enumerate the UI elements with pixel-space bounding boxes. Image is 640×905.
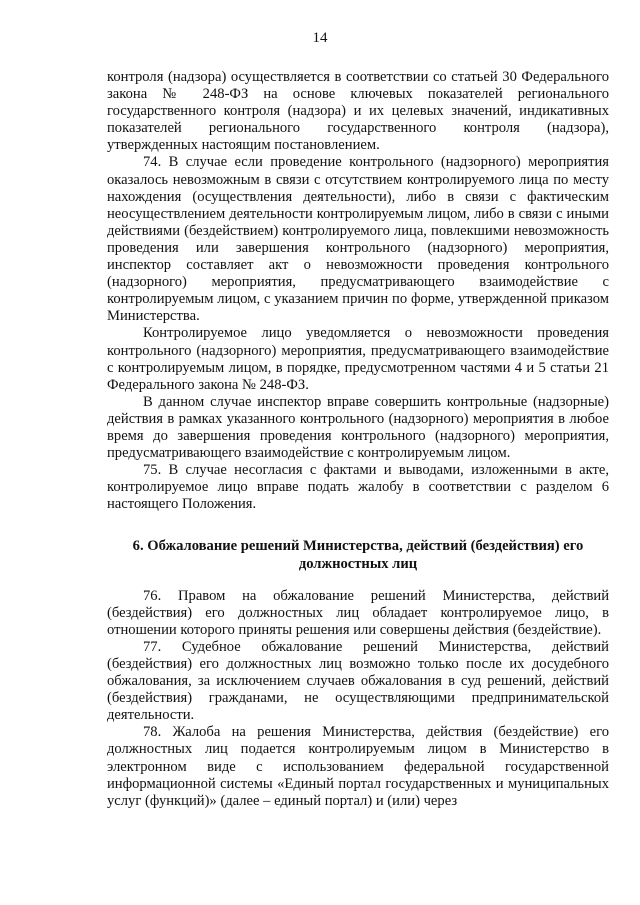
- paragraph-p-74-inspector: В данном случае инспектор вправе совершить контрольные (надзорные) действия в рамках указанного контрольного (надзорного) мероприятия в любое время до завершения проведения контрольного (надзорного) мероприятия, предусматривающего взаимодействие с контролируемым лицом.: [107, 393, 609, 462]
- paragraph-p-74-notice: Контролируемое лицо уведомляется о невозможности проведения контрольного (надзорного) мероприятия, предусматривающего взаимодействие с контролируемым лицом, в порядке, предусмотренном частями 4 и 5 статьи 21 Федерального закона № 248-ФЗ.: [107, 325, 609, 393]
- document-body: [107, 69, 609, 810]
- paragraph-p-cont-30: контроля (надзора) осуществляется в соответствии со статьей 30 Федерального закона № 248-ФЗ на основе ключевых показателей регионального государственного контроля (надзора) и их целевых значений, индикативных показателей регионального государственного контроля (надзора), утвержденных настоящим постановлением.: [107, 69, 609, 154]
- page-number: 14: [312, 30, 328, 46]
- section-heading: 6. Обжалование решений Министерства, действий (бездействия) его должностных лиц: [132, 538, 584, 572]
- paragraphs-before-section: [107, 69, 609, 513]
- paragraph-p-76: 76. Правом на обжалование решений Министерства, действий (бездействия) его должностных лиц обладает контролируемое лицо, в отношении которого приняты решения или совершены действия (бездействие).: [107, 587, 609, 638]
- paragraph-p-77: 77. Судебное обжалование решений Министерства, действий (бездействия) его должностных лиц возможно только после их досудебного обжалования, за исключением случаев обжалования в суд решений, действий (бездействия) гражданами, не осуществляющими предпринимательской деятельности.: [107, 638, 609, 724]
- paragraph-p-78: 78. Жалоба на решения Министерства, действия (бездействие) его должностных лиц подается контролируемым лицом в Министерство в электронном виде с использованием федеральной государственной информационной системы «Единый портал государственных и муниципальных услуг (функций)» (далее – единый портал) и (или) через: [107, 724, 609, 809]
- paragraph-p-74: 74. В случае если проведение контрольного (надзорного) мероприятия оказалось невозможным в связи с отсутствием контролируемого лица по месту нахождения (осуществления деятельности), либо в связи с фактическим неосуществлением деятельности контролируемым лицом, либо в связи с иными действиями (бездействием) контролируемого лица, повлекшими невозможность проведения или завершения контрольного (надзорного) мероприятия, инспектор составляет акт о невозможности проведения контрольного (надзорного) мероприятия, предусматривающего взаимодействие с контролируемым лицом, с указанием причин по форме, утвержденной приказом Министерства.: [107, 154, 609, 325]
- paragraph-p-75: 75. В случае несогласия с фактами и выводами, изложенными в акте, контролируемое лицо вправе подать жалобу в соответствии с разделом 6 настоящего Положения.: [107, 462, 609, 513]
- paragraphs-after-section: [107, 588, 609, 810]
